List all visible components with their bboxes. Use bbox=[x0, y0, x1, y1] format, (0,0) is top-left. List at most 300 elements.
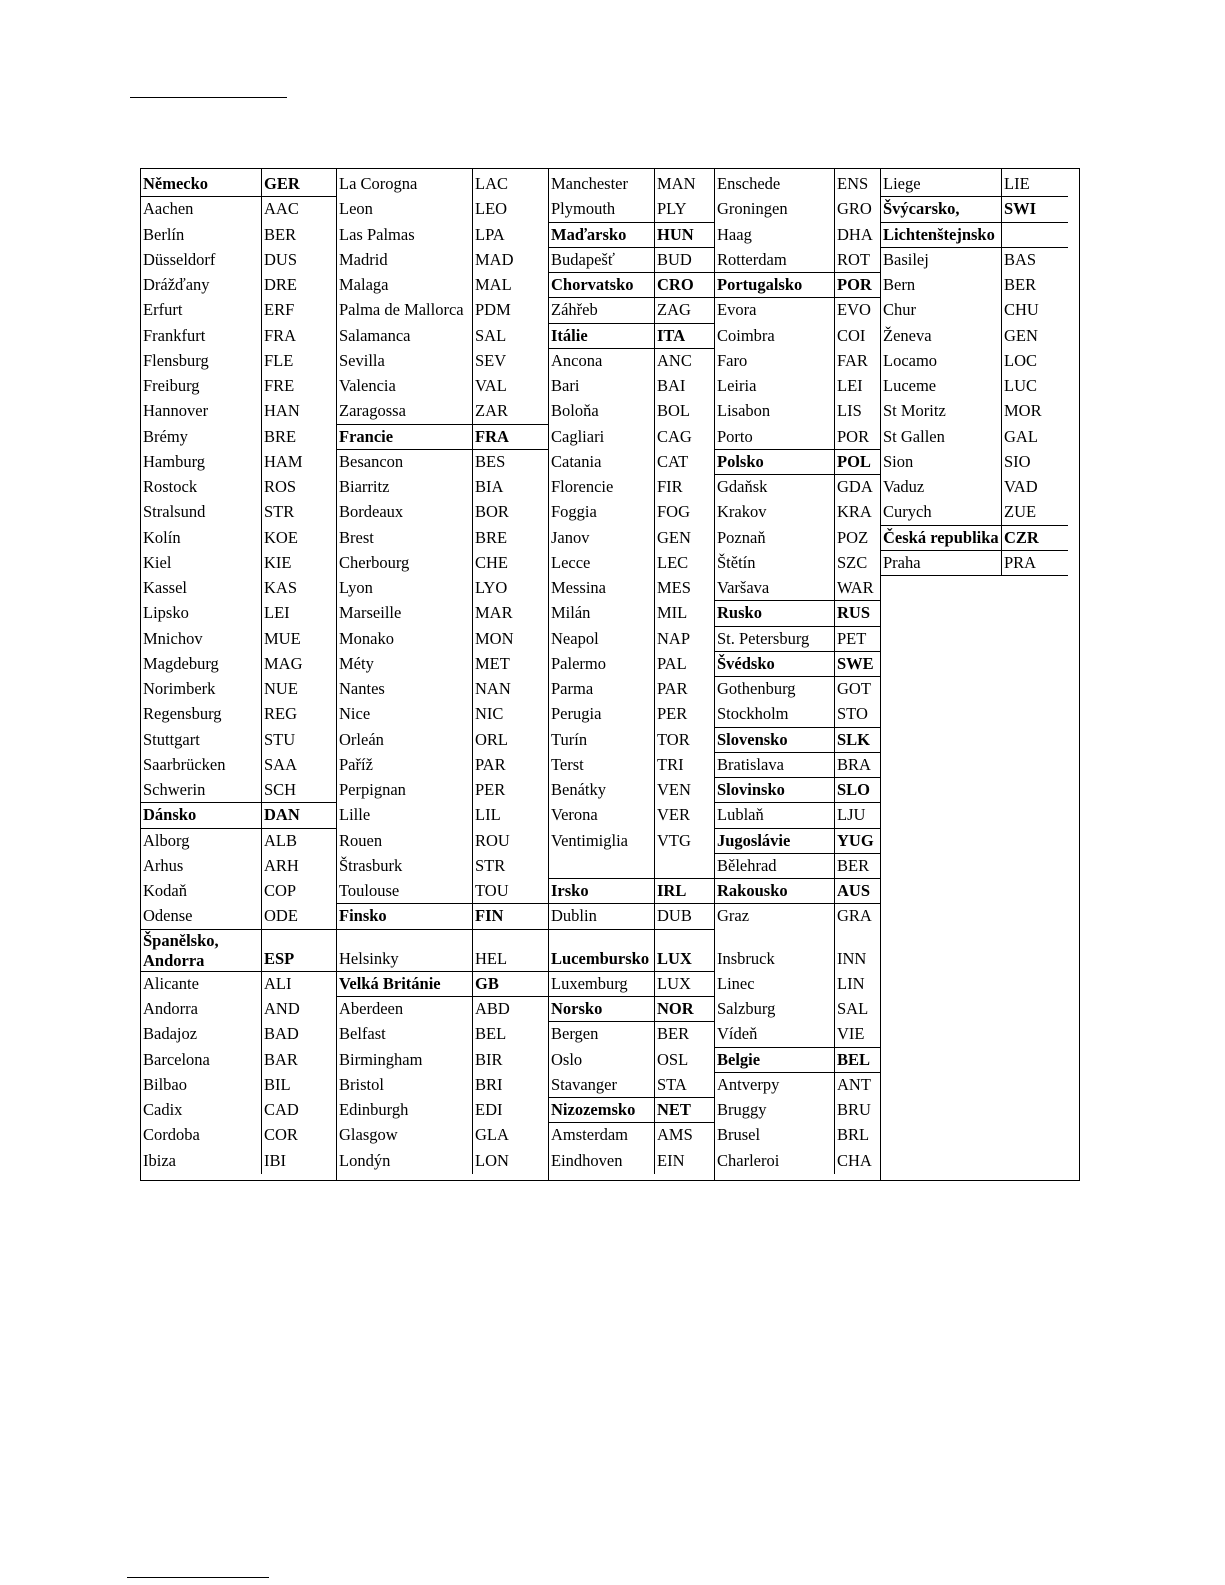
row-divider bbox=[337, 449, 549, 450]
city-code: ANC bbox=[657, 350, 692, 370]
city-code: SCH bbox=[264, 780, 297, 799]
city-code: SWI bbox=[1004, 199, 1037, 219]
row-divider bbox=[715, 828, 881, 829]
city-code: EIN bbox=[657, 1150, 685, 1170]
city-name: Curych bbox=[883, 502, 932, 522]
city-name: Nice bbox=[339, 704, 371, 724]
city-name: Bergen bbox=[551, 1024, 599, 1044]
city-code: BAI bbox=[657, 376, 686, 395]
city-code: NUE bbox=[264, 679, 298, 698]
city-code: MON bbox=[475, 628, 514, 648]
city-name: Madrid bbox=[339, 249, 388, 269]
column-divider bbox=[880, 169, 881, 1180]
city-code: NAP bbox=[657, 628, 691, 648]
city-code: CAG bbox=[657, 426, 692, 446]
row-divider bbox=[549, 247, 715, 248]
row-divider bbox=[881, 222, 1068, 223]
city-code: EVO bbox=[837, 300, 871, 320]
city-name: Španělsko, Andorra bbox=[143, 930, 219, 970]
city-name: Ancona bbox=[551, 350, 603, 370]
city-code: GDA bbox=[837, 477, 873, 496]
city-code: BAD bbox=[264, 1024, 299, 1044]
city-code: EDI bbox=[475, 1100, 503, 1119]
city-code: TOU bbox=[475, 881, 509, 900]
city-code: BRA bbox=[837, 754, 871, 774]
city-code: MOR bbox=[1004, 401, 1042, 421]
city-name: Rostock bbox=[143, 477, 198, 496]
city-name: Ženeva bbox=[883, 325, 932, 345]
city-name: Haag bbox=[717, 224, 752, 244]
city-code: AMS bbox=[657, 1125, 693, 1145]
city-name: Švýcarsko, bbox=[883, 199, 960, 219]
city-code: MIL bbox=[657, 603, 688, 623]
city-name: Dánsko bbox=[143, 805, 197, 825]
city-name: Barcelona bbox=[143, 1049, 210, 1069]
city-code: GER bbox=[264, 174, 300, 193]
row-divider bbox=[337, 929, 549, 930]
city-code: PAR bbox=[475, 754, 506, 774]
city-name: Vaduz bbox=[883, 477, 925, 496]
city-name: Glasgow bbox=[339, 1125, 398, 1145]
city-name: Florencie bbox=[551, 477, 614, 496]
city-code: AUS bbox=[837, 881, 871, 900]
city-code: CAD bbox=[264, 1100, 299, 1119]
city-name: Francie bbox=[339, 426, 394, 446]
city-name: Evora bbox=[717, 300, 757, 320]
city-name: Stockholm bbox=[717, 704, 789, 724]
city-name: Brusel bbox=[717, 1125, 761, 1145]
city-code: LIS bbox=[837, 401, 862, 421]
city-name: Bristol bbox=[339, 1074, 384, 1094]
city-code: NOR bbox=[657, 999, 694, 1018]
column-divider bbox=[714, 169, 715, 1180]
city-name: Basilej bbox=[883, 249, 929, 269]
city-code: GLA bbox=[475, 1125, 509, 1145]
row-divider bbox=[715, 802, 881, 803]
footer-rule bbox=[127, 1577, 269, 1578]
row-divider bbox=[881, 196, 1068, 197]
city-code: BUD bbox=[657, 249, 692, 269]
city-code: ZAG bbox=[657, 300, 691, 320]
city-code: SEV bbox=[475, 350, 507, 370]
city-code: KRA bbox=[837, 502, 872, 522]
city-code: AAC bbox=[264, 199, 299, 219]
city-name: Bruggy bbox=[717, 1100, 767, 1119]
city-name: Marseille bbox=[339, 603, 402, 623]
city-name: Záhřeb bbox=[551, 300, 598, 320]
column-divider bbox=[336, 169, 337, 1180]
city-code: BRE bbox=[264, 426, 297, 446]
city-name: Méty bbox=[339, 653, 374, 673]
city-name: Neapol bbox=[551, 628, 599, 648]
row-divider bbox=[881, 575, 1068, 576]
city-code: BIR bbox=[475, 1049, 503, 1069]
city-code: LIN bbox=[837, 973, 865, 993]
city-name: Rakousko bbox=[717, 881, 788, 900]
city-code: BER bbox=[837, 855, 870, 875]
city-code: LPA bbox=[475, 224, 505, 244]
city-code: POR bbox=[837, 275, 872, 294]
city-name: Mnichov bbox=[143, 628, 203, 648]
city-name: Norimberk bbox=[143, 679, 216, 698]
city-code: PRA bbox=[1004, 552, 1037, 572]
city-name: Magdeburg bbox=[143, 653, 219, 673]
city-name: St Gallen bbox=[883, 426, 945, 446]
city-name: Aachen bbox=[143, 199, 194, 219]
city-code: BOL bbox=[657, 401, 690, 421]
city-name: Lecce bbox=[551, 552, 591, 572]
row-divider bbox=[549, 971, 715, 972]
city-name: Leiria bbox=[717, 376, 757, 395]
city-code: DHA bbox=[837, 224, 873, 244]
city-name: Hannover bbox=[143, 401, 209, 421]
city-name: Porto bbox=[717, 426, 753, 446]
city-name: Graz bbox=[717, 906, 750, 926]
row-divider bbox=[549, 1122, 715, 1123]
city-name: Bilbao bbox=[143, 1074, 187, 1094]
code-divider bbox=[654, 169, 655, 1174]
city-name: Stralsund bbox=[143, 502, 206, 522]
city-name: Cagliari bbox=[551, 426, 605, 446]
city-code: MAN bbox=[657, 174, 696, 193]
row-divider bbox=[549, 222, 715, 223]
row-divider bbox=[549, 1097, 715, 1098]
city-code: POR bbox=[837, 426, 870, 446]
city-name: Maďarsko bbox=[551, 224, 627, 244]
city-code: HUN bbox=[657, 224, 694, 244]
row-divider bbox=[715, 600, 881, 601]
city-name: Foggia bbox=[551, 502, 597, 522]
city-name: Biarritz bbox=[339, 477, 390, 496]
city-name: Hamburg bbox=[143, 451, 206, 471]
city-name: Monako bbox=[339, 628, 394, 648]
city-code: BAS bbox=[1004, 249, 1037, 269]
row-divider bbox=[715, 449, 881, 450]
city-code: LUX bbox=[657, 973, 691, 993]
city-code: NET bbox=[657, 1100, 691, 1119]
city-code: LEO bbox=[475, 199, 508, 219]
city-name: Gothenburg bbox=[717, 679, 796, 698]
row-divider bbox=[337, 971, 549, 972]
city-name: Badajoz bbox=[143, 1024, 198, 1044]
city-code: SZC bbox=[837, 552, 868, 572]
city-name: Amsterdam bbox=[551, 1125, 628, 1145]
city-name: Liege bbox=[883, 174, 921, 193]
city-code: SAL bbox=[837, 999, 869, 1018]
city-name: Cordoba bbox=[143, 1125, 200, 1145]
city-code: PER bbox=[475, 780, 506, 799]
city-code: ENS bbox=[837, 174, 869, 193]
city-code: PAL bbox=[657, 653, 687, 673]
city-name: Insbruck bbox=[717, 948, 775, 968]
city-code: GAL bbox=[1004, 426, 1038, 446]
city-name: Leon bbox=[339, 199, 373, 219]
city-name: Sevilla bbox=[339, 350, 385, 370]
city-code: COI bbox=[837, 325, 866, 345]
city-name: Palma de Mallorca bbox=[339, 300, 464, 320]
city-code: FAR bbox=[837, 350, 868, 370]
city-code: LEI bbox=[264, 603, 290, 623]
city-name: Oslo bbox=[551, 1049, 583, 1069]
city-code: SAL bbox=[475, 325, 507, 345]
city-name: Flensburg bbox=[143, 350, 209, 370]
city-name: Nizozemsko bbox=[551, 1100, 636, 1119]
city-code: ROU bbox=[475, 830, 510, 850]
city-code: BRI bbox=[475, 1074, 503, 1094]
row-divider bbox=[549, 323, 715, 324]
city-name: Kodaň bbox=[143, 881, 187, 900]
city-name: Charleroi bbox=[717, 1150, 780, 1170]
city-code: ALI bbox=[264, 973, 292, 993]
city-code: ARH bbox=[264, 855, 299, 875]
city-name: Andorra bbox=[143, 999, 198, 1018]
city-name: Budapešť bbox=[551, 249, 615, 269]
city-name: Jugoslávie bbox=[717, 830, 791, 850]
city-code: LEI bbox=[837, 376, 863, 395]
city-code: INN bbox=[837, 948, 867, 968]
city-name: Luxemburg bbox=[551, 973, 628, 993]
city-code: ALB bbox=[264, 830, 297, 850]
city-code: NAN bbox=[475, 679, 511, 698]
column-divider bbox=[140, 169, 141, 1180]
city-code: FIN bbox=[475, 906, 504, 926]
city-code: GEN bbox=[1004, 325, 1038, 345]
row-divider bbox=[549, 996, 715, 997]
city-name: Luceme bbox=[883, 376, 937, 395]
city-code: TRI bbox=[657, 754, 684, 774]
city-code: MAG bbox=[264, 653, 303, 673]
city-name: Slovinsko bbox=[717, 780, 785, 799]
city-name: Brest bbox=[339, 527, 374, 547]
city-code: LJU bbox=[837, 805, 866, 825]
city-name: Lille bbox=[339, 805, 371, 825]
city-code: GB bbox=[475, 973, 499, 993]
city-code: ESP bbox=[264, 948, 295, 968]
city-name: Parma bbox=[551, 679, 594, 698]
city-name: Slovensko bbox=[717, 729, 788, 749]
row-divider bbox=[715, 297, 881, 298]
city-name: Terst bbox=[551, 754, 584, 774]
city-name: Kassel bbox=[143, 578, 187, 597]
city-code: FRE bbox=[264, 376, 295, 395]
city-name: Verona bbox=[551, 805, 598, 825]
city-name: Portugalsko bbox=[717, 275, 803, 294]
city-code: LEC bbox=[657, 552, 689, 572]
city-code: BOR bbox=[475, 502, 509, 522]
city-code: ERF bbox=[264, 300, 295, 320]
row-divider bbox=[549, 903, 715, 904]
city-name: Odense bbox=[143, 906, 193, 926]
city-name: Lisabon bbox=[717, 401, 771, 421]
city-name: La Corogna bbox=[339, 174, 418, 193]
city-code: CAT bbox=[657, 451, 689, 471]
city-name: Schwerin bbox=[143, 780, 206, 799]
row-divider bbox=[715, 853, 881, 854]
city-name: Rusko bbox=[717, 603, 762, 623]
city-name: Dublin bbox=[551, 906, 597, 926]
city-name: Německo bbox=[143, 174, 209, 193]
city-name: Bern bbox=[883, 275, 916, 294]
city-code: WAR bbox=[837, 578, 874, 597]
row-divider bbox=[549, 348, 715, 349]
city-code: BER bbox=[1004, 275, 1037, 294]
city-code: GRA bbox=[837, 906, 872, 926]
city-name: Locamo bbox=[883, 350, 938, 370]
city-name: Besancon bbox=[339, 451, 404, 471]
city-code: IRL bbox=[657, 881, 687, 900]
city-code: STA bbox=[657, 1074, 687, 1094]
city-code: ANT bbox=[837, 1074, 871, 1094]
city-name: Cherbourg bbox=[339, 552, 410, 572]
city-name: Stuttgart bbox=[143, 729, 200, 749]
city-code: ODE bbox=[264, 906, 298, 926]
city-name: Štrasburk bbox=[339, 855, 403, 875]
row-divider bbox=[715, 752, 881, 753]
city-name: Varšava bbox=[717, 578, 770, 597]
city-name: Lyon bbox=[339, 578, 373, 597]
city-code: LUX bbox=[657, 948, 692, 968]
city-name: Plymouth bbox=[551, 199, 616, 219]
city-code: MAR bbox=[475, 603, 513, 623]
row-divider bbox=[881, 247, 1068, 248]
row-divider bbox=[715, 727, 881, 728]
city-code: BIL bbox=[264, 1074, 291, 1094]
city-name: Bari bbox=[551, 376, 580, 395]
city-name: Česká republika bbox=[883, 527, 999, 547]
city-code: CHE bbox=[475, 552, 508, 572]
row-divider bbox=[337, 903, 549, 904]
city-name: Polsko bbox=[717, 451, 764, 471]
city-code: BER bbox=[657, 1024, 690, 1044]
city-code: ZUE bbox=[1004, 502, 1037, 522]
city-name: Janov bbox=[551, 527, 590, 547]
city-name: Düsseldorf bbox=[143, 249, 216, 269]
city-name: Alborg bbox=[143, 830, 190, 850]
code-divider bbox=[834, 169, 835, 1174]
city-code: ITA bbox=[657, 325, 686, 345]
city-name: Erfurt bbox=[143, 300, 183, 320]
city-code: MAL bbox=[475, 275, 512, 294]
city-name: Stavanger bbox=[551, 1074, 617, 1094]
row-divider bbox=[141, 929, 337, 930]
city-name: Regensburg bbox=[143, 704, 222, 724]
city-name: Malaga bbox=[339, 275, 389, 294]
row-divider bbox=[715, 1072, 881, 1073]
city-code: PAR bbox=[657, 679, 688, 698]
row-divider bbox=[549, 929, 715, 930]
city-code: GRO bbox=[837, 199, 872, 219]
city-code: AND bbox=[264, 999, 300, 1018]
row-divider bbox=[715, 676, 881, 677]
city-name: Praha bbox=[883, 552, 921, 572]
row-divider bbox=[715, 878, 881, 879]
city-name: Cadix bbox=[143, 1100, 183, 1119]
city-code: KOE bbox=[264, 527, 298, 547]
row-divider bbox=[141, 802, 337, 803]
row-divider bbox=[715, 474, 881, 475]
city-name: Arhus bbox=[143, 855, 184, 875]
city-name: Itálie bbox=[551, 325, 588, 345]
city-name: Perpignan bbox=[339, 780, 406, 799]
city-name: Catania bbox=[551, 451, 602, 471]
city-code: HAM bbox=[264, 451, 303, 471]
city-code: FOG bbox=[657, 502, 691, 522]
city-code: RUS bbox=[837, 603, 871, 623]
city-code: CHA bbox=[837, 1150, 872, 1170]
city-code: PET bbox=[837, 628, 867, 648]
city-code: MES bbox=[657, 578, 691, 597]
column-divider bbox=[548, 169, 549, 1180]
city-name: Bordeaux bbox=[339, 502, 404, 522]
city-name: Messina bbox=[551, 578, 606, 597]
city-code: PLY bbox=[657, 199, 687, 219]
city-name: Gdaňsk bbox=[717, 477, 768, 496]
city-code: ROT bbox=[837, 249, 870, 269]
city-code: HEL bbox=[475, 948, 508, 968]
city-code: COP bbox=[264, 881, 297, 900]
city-code: CHU bbox=[1004, 300, 1039, 320]
city-name: Groningen bbox=[717, 199, 788, 219]
city-name: Bratislava bbox=[717, 754, 784, 774]
city-code: STR bbox=[475, 855, 506, 875]
city-name: Manchester bbox=[551, 174, 628, 193]
city-code: BER bbox=[264, 224, 297, 244]
row-divider bbox=[715, 626, 881, 627]
city-name: Nantes bbox=[339, 679, 385, 698]
city-code: FIR bbox=[657, 477, 683, 496]
city-name: Linec bbox=[717, 973, 755, 993]
city-name: Palermo bbox=[551, 653, 606, 673]
city-code: CZR bbox=[1004, 527, 1039, 547]
city-code: STU bbox=[264, 729, 296, 749]
city-code: OSL bbox=[657, 1049, 689, 1069]
city-name: Belfast bbox=[339, 1024, 386, 1044]
city-code: YUG bbox=[837, 830, 874, 850]
city-code: GOT bbox=[837, 679, 871, 698]
city-code: DAN bbox=[264, 805, 300, 825]
row-divider bbox=[715, 1047, 881, 1048]
city-code: LON bbox=[475, 1150, 509, 1170]
code-divider bbox=[472, 169, 473, 1174]
city-name: Ibiza bbox=[143, 1150, 176, 1170]
city-name: St. Petersburg bbox=[717, 628, 810, 648]
city-code: MUE bbox=[264, 628, 301, 648]
row-divider bbox=[549, 878, 715, 879]
city-name: Freiburg bbox=[143, 376, 200, 395]
city-name: Bělehrad bbox=[717, 855, 777, 875]
row-divider bbox=[141, 196, 337, 197]
city-name: Lipsko bbox=[143, 603, 189, 623]
city-name: Sion bbox=[883, 451, 914, 471]
city-name: Toulouse bbox=[339, 881, 400, 900]
city-name: Chorvatsko bbox=[551, 275, 634, 294]
city-code: CRO bbox=[657, 275, 694, 294]
city-name: Perugia bbox=[551, 704, 602, 724]
city-name: Helsinky bbox=[339, 948, 399, 968]
city-code: HAN bbox=[264, 401, 300, 421]
city-name: Lublaň bbox=[717, 805, 764, 825]
city-code: SWE bbox=[837, 653, 874, 673]
city-code: NIC bbox=[475, 704, 504, 724]
city-code: VEN bbox=[657, 780, 691, 799]
city-code: BEL bbox=[837, 1049, 871, 1069]
header-rule bbox=[130, 97, 287, 98]
city-name: Vídeň bbox=[717, 1024, 758, 1044]
row-divider bbox=[549, 272, 715, 273]
city-code: BEL bbox=[475, 1024, 507, 1044]
city-name: Edinburgh bbox=[339, 1100, 409, 1119]
city-code: ORL bbox=[475, 729, 508, 749]
